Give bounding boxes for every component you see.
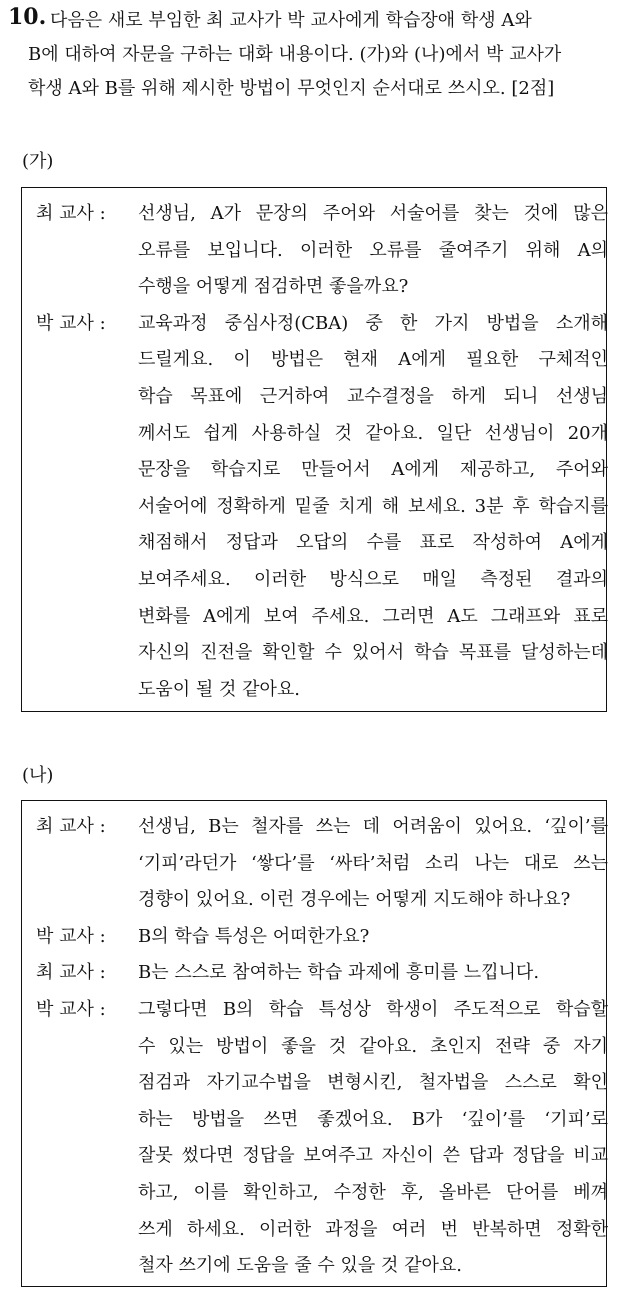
- speech-line: 선생님, A가 문장의 주어와 서술어를 찾는 것에 많은: [138, 203, 608, 224]
- section-label-na: (나): [22, 765, 54, 786]
- dialogue-box-na: [21, 800, 607, 1287]
- speech-text: [138, 955, 608, 992]
- speech-line: 자신의 진전을 확인할 수 있어서 학습 목표를 달성하는데: [138, 642, 608, 664]
- speaker-label: 박 교사 :: [36, 925, 106, 947]
- speaker-label: 박 교사 :: [36, 998, 106, 1020]
- speech-line: 선생님, B는 철자를 쓰는 데 어려움이 있어요. ‘깊이’를: [138, 816, 608, 837]
- speech-text: [138, 919, 608, 956]
- speech-text: [138, 196, 608, 306]
- speech-line: 서술어에 정확하게 밑줄 치게 해 보세요. 3분 후 학습지를: [138, 495, 608, 517]
- dialogue-turn: [22, 306, 606, 709]
- speaker-label: 최 교사 :: [36, 962, 106, 984]
- speech-line: 교육과정 중심사정(CBA) 중 한 가지 방법을 소개해: [138, 312, 608, 334]
- dialogue-turn: [22, 919, 606, 956]
- speech-line: 채점해서 정답과 오답의 수를 표로 작성하여 A에게: [138, 532, 608, 554]
- speech-line: 잘못 썼다면 정답을 보여주고 자신이 쓴 답과 정답을 비교: [138, 1145, 608, 1167]
- speech-line: 경향이 있어요. 이런 경우에는 어떻게 지도해야 하나요?: [138, 889, 571, 911]
- question-prompt: [28, 4, 612, 106]
- speaker-label: 최 교사 :: [36, 203, 106, 224]
- speech-line: 점검과 자기교수법을 변형시킨, 철자법을 스스로 확인: [138, 1072, 608, 1094]
- speech-line: 변화를 A에게 보여 주세요. 그러면 A도 그래프와 표로: [138, 605, 608, 627]
- speech-line: 보여주세요. 이러한 방식으로 매일 측정된 결과의: [138, 568, 608, 590]
- speech-text: [138, 992, 608, 1285]
- speech-line: 하고, 이를 확인하고, 수정한 후, 올바른 단어를 베껴: [138, 1181, 608, 1203]
- speech-line: B의 학습 특성은 어떠한가요?: [138, 925, 370, 947]
- speech-line: 드릴게요. 이 방법은 현재 A에게 필요한 구체적인: [138, 349, 608, 371]
- speech-line: B는 스스로 참여하는 학습 과제에 흥미를 느낍니다.: [138, 962, 540, 984]
- speech-line: 쓰게 하세요. 이러한 과정을 여러 번 반복하면 정확한: [138, 1218, 608, 1240]
- section-label-ga: (가): [22, 151, 54, 172]
- question-line: 학생 A와 B를 위해 제시한 방법이 무엇인지 순서대로 쓰시오. [2점]: [28, 78, 555, 99]
- speaker-label: 최 교사 :: [36, 816, 106, 837]
- speech-text: [138, 809, 608, 919]
- speech-line: 그렇다면 B의 학습 특성상 학생이 주도적으로 학습할: [138, 998, 608, 1020]
- speech-line: 수행을 어떻게 점검하면 좋을까요?: [138, 276, 409, 298]
- dialogue-box-ga: [21, 187, 607, 712]
- speech-line: 수 있는 방법이 좋을 것 같아요. 초인지 전략 중 자기: [138, 1035, 608, 1057]
- dialogue-turn: [22, 196, 606, 306]
- question-line: 다음은 새로 부임한 최 교사가 박 교사에게 학습장애 학생 A와: [50, 10, 532, 31]
- speech-line: 도움이 될 것 같아요.: [138, 678, 300, 700]
- speech-line: 학습 목표에 근거하여 교수결정을 하게 되니 선생님: [138, 385, 608, 407]
- question-line: B에 대하여 자문을 구하는 대화 내용이다. (가)와 (나)에서 박 교사가: [28, 44, 562, 65]
- speech-line: 께서도 쉽게 사용하실 것 같아요. 일단 선생님이 20개: [138, 422, 608, 444]
- question-number: 10.: [8, 4, 47, 30]
- dialogue-turn: [22, 809, 606, 919]
- speech-line: 문장을 학습지로 만들어서 A에게 제공하고, 주어와: [138, 459, 608, 481]
- speech-text: [138, 306, 608, 709]
- speech-line: 철자 쓰기에 도움을 줄 수 있을 것 같아요.: [138, 1255, 462, 1277]
- dialogue-turn: [22, 992, 606, 1285]
- speech-line: 오류를 보입니다. 이러한 오류를 줄여주기 위해 A의: [138, 239, 608, 261]
- speech-line: 하는 방법을 쓰면 좋겠어요. B가 ‘깊이’를 ‘기피’로: [138, 1108, 608, 1130]
- speaker-label: 박 교사 :: [36, 312, 106, 334]
- dialogue-turn: [22, 955, 606, 992]
- speech-line: ‘기피’라던가 ‘쌓다’를 ‘싸타’처럼 소리 나는 대로 쓰는: [138, 852, 608, 874]
